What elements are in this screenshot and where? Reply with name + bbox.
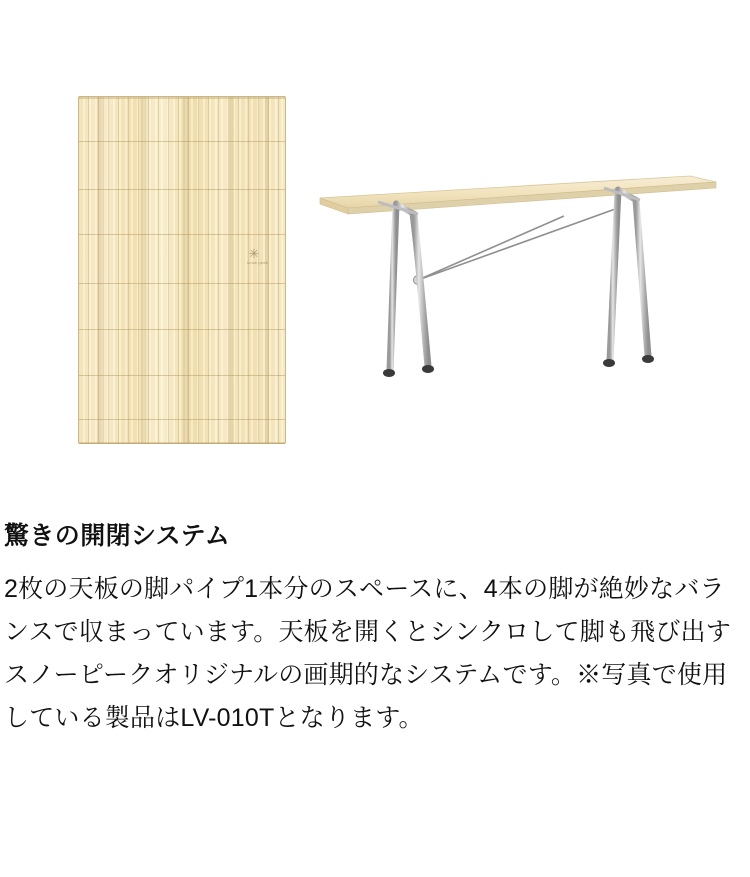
leg-foot-shape (383, 369, 395, 377)
right-leg-shape (603, 190, 654, 367)
brand-name-mark: snow peak (247, 260, 268, 265)
brace-wire-shape (410, 208, 618, 280)
camp-table-image (318, 170, 718, 395)
description-text-block (0, 520, 750, 740)
table-illustration-icon (318, 170, 718, 395)
snow-peak-logo-icon (247, 247, 273, 273)
asterisk-icon: ✳ (248, 246, 260, 261)
leg-foot-shape (422, 365, 434, 373)
leg-foot-shape (642, 355, 654, 363)
bamboo-board-image (78, 96, 286, 444)
section-headline: 驚きの開閉システム (4, 522, 231, 550)
bamboo-board-surface (78, 96, 286, 444)
section-body-text: 2枚の天板の脚パイプ1本分のスペースに、4本の脚が絶妙なバランスで収まっています。天板を開くとシンクロして脚も飛び出すスノーピークオリジナルの画期的なシステムです。※写真で使用している製品はLV-010Tとなります。 (4, 574, 731, 732)
tabletop-shape (320, 176, 716, 214)
left-leg-shape (383, 204, 434, 377)
leg-foot-shape (603, 359, 615, 367)
